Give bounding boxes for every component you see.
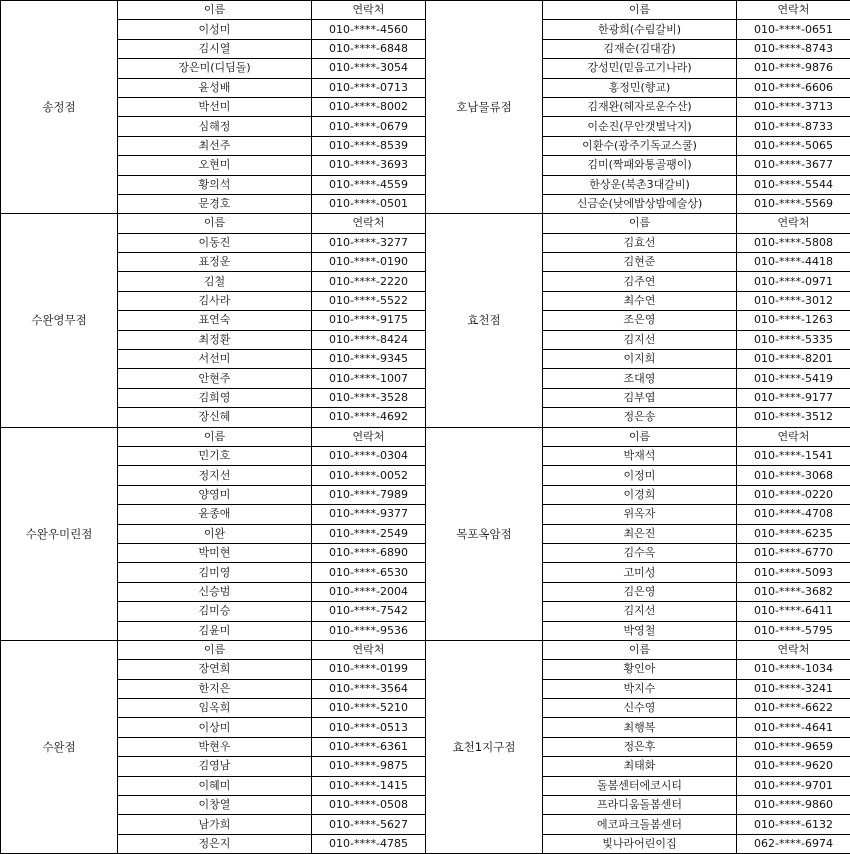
- contact-phone: 010-****-1034: [737, 660, 850, 679]
- contact-name: 한상운(북촌3대갈비): [543, 175, 737, 194]
- contact-phone: 010-****-9177: [737, 388, 850, 407]
- contact-name: 이동진: [118, 233, 312, 252]
- contact-name: 돌봄센터에코시티: [543, 776, 737, 795]
- contact-phone: 010-****-0971: [737, 272, 850, 291]
- contact-phone: 010-****-4785: [312, 834, 426, 853]
- contact-name: 임옥희: [118, 699, 312, 718]
- contact-phone: 010-****-7542: [312, 602, 426, 621]
- contact-phone: 010-****-5808: [737, 233, 850, 252]
- contact-phone: 010-****-3068: [737, 466, 850, 485]
- branch-name: 효천점: [426, 214, 543, 427]
- contact-phone: 010-****-9536: [312, 621, 426, 640]
- branch-name: 수완우미린점: [1, 427, 118, 640]
- contact-phone: 010-****-0513: [312, 718, 426, 737]
- name-column-header: 이름: [118, 1, 312, 20]
- contact-name: 최정환: [118, 330, 312, 349]
- right-panel: [425, 0, 850, 854]
- contact-name: 최수연: [543, 291, 737, 310]
- contact-phone: 010-****-1415: [312, 776, 426, 795]
- contact-phone: 010-****-3241: [737, 679, 850, 698]
- contact-phone: 010-****-4560: [312, 20, 426, 39]
- contact-phone: 010-****-5627: [312, 815, 426, 834]
- header-row: [426, 427, 850, 446]
- contact-phone: 010-****-9876: [737, 59, 850, 78]
- contact-name: 박선미: [118, 97, 312, 116]
- contact-name: 김시열: [118, 39, 312, 58]
- contact-name: 김현준: [543, 253, 737, 272]
- contact-phone: 010-****-0304: [312, 446, 426, 465]
- contact-name: 김재순(김대감): [543, 39, 737, 58]
- header-row: [1, 427, 426, 446]
- contact-phone: 010-****-1263: [737, 311, 850, 330]
- contact-name: 이환수(광주기독교스쿨): [543, 136, 737, 155]
- contact-phone: 010-****-6770: [737, 543, 850, 562]
- contact-name: 조대영: [543, 369, 737, 388]
- contact-name: 김미승: [118, 602, 312, 621]
- contact-name: 박현우: [118, 737, 312, 756]
- contact-phone: 010-****-3713: [737, 97, 850, 116]
- contact-name: 김미영: [118, 563, 312, 582]
- contact-phone: 010-****-0508: [312, 796, 426, 815]
- contact-phone: 010-****-5569: [737, 194, 850, 213]
- contact-phone: 010-****-3528: [312, 388, 426, 407]
- contact-phone: 010-****-8002: [312, 97, 426, 116]
- contact-phone: 010-****-8743: [737, 39, 850, 58]
- name-column-header: 이름: [543, 1, 737, 20]
- contact-name: 장은미(디딤돌): [118, 59, 312, 78]
- phone-column-header: 연락처: [737, 640, 850, 659]
- name-column-header: 이름: [118, 640, 312, 659]
- header-row: [426, 1, 850, 20]
- contact-name: 박영철: [543, 621, 737, 640]
- contact-phone: 010-****-3012: [737, 291, 850, 310]
- contact-name: 정은송: [543, 408, 737, 427]
- contact-name: 신수영: [543, 699, 737, 718]
- contact-phone: 010-****-8733: [737, 117, 850, 136]
- contact-phone: 010-****-5210: [312, 699, 426, 718]
- contact-phone: 010-****-0501: [312, 194, 426, 213]
- contact-name: 표정운: [118, 253, 312, 272]
- branch-name: 수완영무점: [1, 214, 118, 427]
- contact-phone: 010-****-6132: [737, 815, 850, 834]
- phone-column-header: 연락처: [737, 214, 850, 233]
- contact-phone: 010-****-2220: [312, 272, 426, 291]
- contact-name: 에코파크돌봄센터: [543, 815, 737, 834]
- contact-name: 김효선: [543, 233, 737, 252]
- contact-phone: 010-****-3693: [312, 156, 426, 175]
- contact-name: 김부엽: [543, 388, 737, 407]
- contact-phone: 010-****-8424: [312, 330, 426, 349]
- contact-phone: 010-****-8539: [312, 136, 426, 155]
- contact-phone: 010-****-3512: [737, 408, 850, 427]
- contact-phone: 010-****-9377: [312, 505, 426, 524]
- contact-phone: 010-****-3677: [737, 156, 850, 175]
- branch-name: 송정점: [1, 1, 118, 214]
- contact-name: 박미현: [118, 543, 312, 562]
- contact-name: 황의석: [118, 175, 312, 194]
- contact-phone: 010-****-9860: [737, 796, 850, 815]
- header-row: [1, 640, 426, 659]
- contact-name: 황인아: [543, 660, 737, 679]
- name-column-header: 이름: [543, 640, 737, 659]
- contact-phone: 010-****-5093: [737, 563, 850, 582]
- contact-name: 김희영: [118, 388, 312, 407]
- phone-column-header: 연락처: [737, 1, 850, 20]
- contact-phone: 010-****-0679: [312, 117, 426, 136]
- contact-phone: 010-****-5419: [737, 369, 850, 388]
- contact-phone: 010-****-4641: [737, 718, 850, 737]
- contact-phone: 010-****-6606: [737, 78, 850, 97]
- contact-phone: 010-****-6361: [312, 737, 426, 756]
- contact-name: 정은후: [543, 737, 737, 756]
- branch-name: 목포옥암점: [426, 427, 543, 640]
- contact-phone: 010-****-2004: [312, 582, 426, 601]
- contact-phone: 010-****-6622: [737, 699, 850, 718]
- contact-name: 김지선: [543, 330, 737, 349]
- contact-name: 신승범: [118, 582, 312, 601]
- contact-name: 서선미: [118, 350, 312, 369]
- contact-name: 강성민(믿음고기나라): [543, 59, 737, 78]
- contact-name: 이완: [118, 524, 312, 543]
- phone-column-header: 연락처: [312, 214, 426, 233]
- contact-name: 김재완(헤자로운수산): [543, 97, 737, 116]
- contact-name: 고미성: [543, 563, 737, 582]
- name-column-header: 이름: [543, 427, 737, 446]
- contact-name: 장연희: [118, 660, 312, 679]
- contact-name: 김철: [118, 272, 312, 291]
- contact-name: 양영미: [118, 485, 312, 504]
- contact-name: 김주연: [543, 272, 737, 291]
- branch-name: 호남물류점: [426, 1, 543, 214]
- contact-name: 박재석: [543, 446, 737, 465]
- contact-phone: 010-****-5522: [312, 291, 426, 310]
- contact-phone: 010-****-4708: [737, 505, 850, 524]
- contact-name: 조은영: [543, 311, 737, 330]
- contact-name: 한광희(수림갈비): [543, 20, 737, 39]
- contact-phone: 010-****-5065: [737, 136, 850, 155]
- contact-name: 표연숙: [118, 311, 312, 330]
- contact-name: 최은진: [543, 524, 737, 543]
- contact-phone: 010-****-3682: [737, 582, 850, 601]
- contact-name: 이순진(무안갯벌낙지): [543, 117, 737, 136]
- contact-phone: 010-****-7989: [312, 485, 426, 504]
- contact-name: 홍정민(향교): [543, 78, 737, 97]
- contact-name: 정은지: [118, 834, 312, 853]
- contact-phone: 010-****-5544: [737, 175, 850, 194]
- contact-name: 정지선: [118, 466, 312, 485]
- contact-name: 프라디움돌봄센터: [543, 796, 737, 815]
- contact-phone: 010-****-3564: [312, 679, 426, 698]
- contact-name: 문경호: [118, 194, 312, 213]
- contact-name: 이경희: [543, 485, 737, 504]
- contact-name: 이정미: [543, 466, 737, 485]
- contact-phone: 062-****-6974: [737, 834, 850, 853]
- name-column-header: 이름: [118, 427, 312, 446]
- contact-phone: 010-****-4692: [312, 408, 426, 427]
- contact-name: 위옥자: [543, 505, 737, 524]
- contact-phone: 010-****-2549: [312, 524, 426, 543]
- contact-name: 이창열: [118, 796, 312, 815]
- header-row: [1, 1, 426, 20]
- contact-phone: 010-****-6848: [312, 39, 426, 58]
- contact-name: 김은영: [543, 582, 737, 601]
- contact-phone: 010-****-0199: [312, 660, 426, 679]
- contact-name: 김윤미: [118, 621, 312, 640]
- contact-phone: 010-****-1007: [312, 369, 426, 388]
- contact-phone: 010-****-5795: [737, 621, 850, 640]
- contact-phone: 010-****-6235: [737, 524, 850, 543]
- contact-phone: 010-****-9875: [312, 757, 426, 776]
- contact-name: 박지수: [543, 679, 737, 698]
- contact-phone: 010-****-0220: [737, 485, 850, 504]
- contact-name: 김영남: [118, 757, 312, 776]
- contact-name: 안현주: [118, 369, 312, 388]
- contact-phone: 010-****-9175: [312, 311, 426, 330]
- contact-phone: 010-****-4418: [737, 253, 850, 272]
- contact-name: 민기호: [118, 446, 312, 465]
- name-column-header: 이름: [118, 214, 312, 233]
- phone-column-header: 연락처: [312, 427, 426, 446]
- contact-name: 김수옥: [543, 543, 737, 562]
- contact-name: 남가희: [118, 815, 312, 834]
- phone-column-header: 연락처: [737, 427, 850, 446]
- contact-name: 최행복: [543, 718, 737, 737]
- contact-name: 빛나라어린이집: [543, 834, 737, 853]
- contact-name: 최태화: [543, 757, 737, 776]
- contact-name: 장신혜: [118, 408, 312, 427]
- contact-name: 김지선: [543, 602, 737, 621]
- contact-phone: 010-****-9701: [737, 776, 850, 795]
- contact-phone: 010-****-6530: [312, 563, 426, 582]
- contact-phone: 010-****-9659: [737, 737, 850, 756]
- contact-name: 이지희: [543, 350, 737, 369]
- header-row: [426, 214, 850, 233]
- contact-name: 이성미: [118, 20, 312, 39]
- contact-phone: 010-****-5335: [737, 330, 850, 349]
- contact-phone: 010-****-9345: [312, 350, 426, 369]
- contact-phone: 010-****-9620: [737, 757, 850, 776]
- contact-name: 심해정: [118, 117, 312, 136]
- contact-phone: 010-****-0713: [312, 78, 426, 97]
- contact-name: 최선주: [118, 136, 312, 155]
- contact-phone: 010-****-4559: [312, 175, 426, 194]
- contact-name: 김미(짝패와통골팽이): [543, 156, 737, 175]
- contact-phone: 010-****-0052: [312, 466, 426, 485]
- contact-phone: 010-****-0651: [737, 20, 850, 39]
- contact-name: 오현미: [118, 156, 312, 175]
- branch-name: 수완점: [1, 640, 118, 853]
- contact-name: 윤종애: [118, 505, 312, 524]
- contact-phone: 010-****-1541: [737, 446, 850, 465]
- contact-name: 이혜미: [118, 776, 312, 795]
- contact-phone: 010-****-6890: [312, 543, 426, 562]
- header-row: [426, 640, 850, 659]
- contact-phone: 010-****-6411: [737, 602, 850, 621]
- name-column-header: 이름: [543, 214, 737, 233]
- contact-name: 김사라: [118, 291, 312, 310]
- contact-phone: 010-****-3277: [312, 233, 426, 252]
- contact-phone: 010-****-8201: [737, 350, 850, 369]
- contact-name: 윤성배: [118, 78, 312, 97]
- phone-column-header: 연락처: [312, 1, 426, 20]
- contact-name: 이상미: [118, 718, 312, 737]
- contact-phone: 010-****-0190: [312, 253, 426, 272]
- header-row: [1, 214, 426, 233]
- contact-name: 한지은: [118, 679, 312, 698]
- branch-name: 효천1지구점: [426, 640, 543, 853]
- contact-phone: 010-****-3054: [312, 59, 426, 78]
- right-table: [425, 0, 850, 854]
- contact-name: 신금순(낮에밥상밤에술상): [543, 194, 737, 213]
- phone-column-header: 연락처: [312, 640, 426, 659]
